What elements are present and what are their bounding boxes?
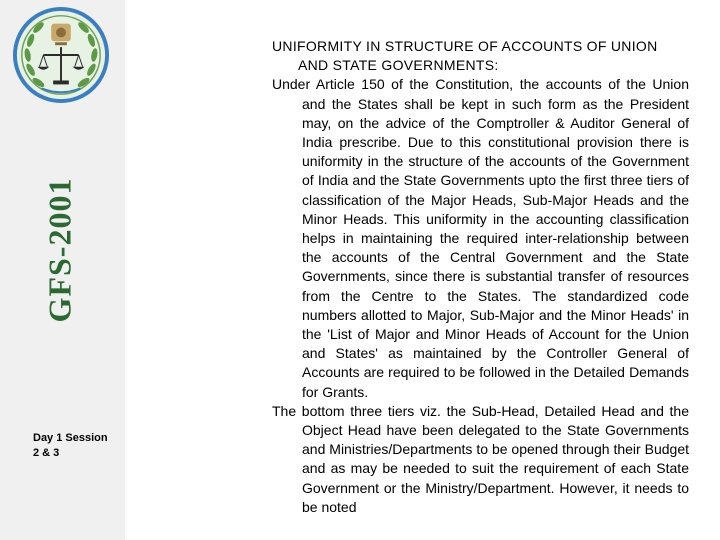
paragraph-1: Under Article 150 of the Constitution, the accounts of the Union and the States shall be kept in such form as the President may, on the advice of the Comptroller & Auditor General of India prescribe. Due to this constitutional provision there is uniformity in the structure of the accounts of the Government of India and the State Governments upto the first three tiers of classification of the Major Heads, Sub-Major Heads and the Minor Heads. This uniformity in the accounting classification helps in maintaining the required inter-relationship between the accounts of the Central Government and the State Governments, since there is substantial transfer of resources from the Centre to the States. The standardized code numbers allotted to Major, Sub-Major and the Minor Heads' in the 'List of Major and Minor Heads of Account for the Union and States' as maintained by the Controller General of Accounts are required to be followed in the Detailed Demands for Grants. xyxy=(272,76,689,400)
title-container xyxy=(40,160,80,340)
paragraph-2: The bottom three tiers viz. the Sub-Head, Detailed Head and the Object Head have been delegated to the State Governments and Ministries/Departments to be opened through their Budget and as may be needed to suit the requirement of each State Government or the Ministry/Department. However, it needs to be noted xyxy=(272,402,689,515)
content-area xyxy=(272,37,689,517)
session-label: Day 1 Session 2 & 3 xyxy=(33,432,108,459)
emblem-logo xyxy=(12,6,110,104)
gfs-title: GFS-2001 xyxy=(41,177,78,323)
sidebar xyxy=(0,0,125,540)
section-heading: UNIFORMITY IN STRUCTURE OF ACCOUNTS OF UNION AND STATE GOVERNMENTS: xyxy=(272,38,658,74)
